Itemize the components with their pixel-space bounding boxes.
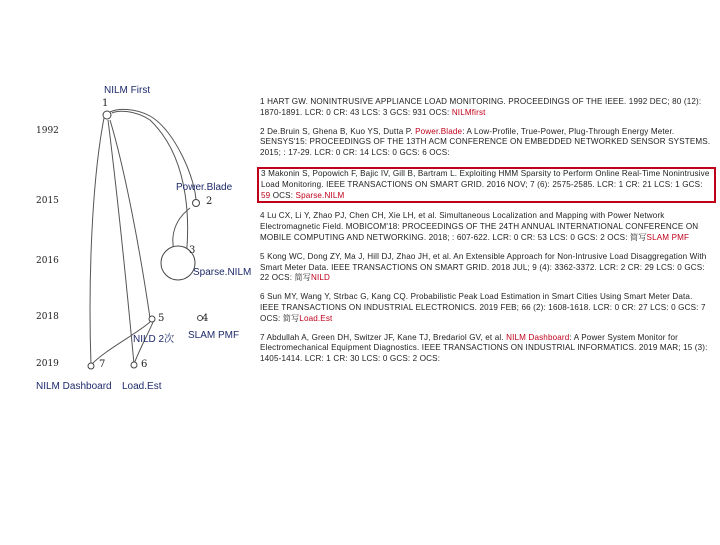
- node-5[interactable]: [149, 316, 155, 322]
- ref-text: Kong WC, Dong ZY, Ma J, Hill DJ, Zhao JH, et al. An Extensible Approach for Non-Intrusive Load Disaggregation With Smart Meter Data. IEEE TRANSACTIONS ON SMART GRID. 2018 JUL; 9 (4): 3362-3372. LCR: 2 CR: 29 LCS: 0 GCS: 22 OCS:: [260, 251, 707, 283]
- graph-title: NILM First: [104, 85, 151, 96]
- ref-text: : A Power System Monitor for Electromechanical Equipment Diagnostics. IEEE TRANSACTIONS ON INDUSTRIAL INFORMATICS. 2019 MAR; 15 (3): 1405-1414. LCR: 1 CR: 30 LCS: 0 GCS: 2 OCS:: [260, 332, 708, 364]
- ref-text: Lu CX, Li Y, Zhao PJ, Chen CH, Xie LH, et al. Simultaneous Localization and Mapping with Power Network Electromagnetic Field. MOBICOM'18: PROCEEDINGS OF THE 24TH ANNUAL INTERNATIONAL CONFERENCE ON MOBILE COMPUTING AND NETWORKING. 2018; : 607-622. LCR: 0 CR: 53 LCS: 0 GCS: 2 OCS:: [260, 211, 699, 242]
- ref-prefix: 简写: [282, 313, 300, 323]
- ref-tag: Load.Est: [299, 313, 333, 323]
- ref-tag: NILD: [311, 273, 331, 283]
- ref-number: 2: [260, 126, 265, 136]
- citation-graph: [0, 0, 260, 540]
- year-label: 2016: [36, 256, 59, 266]
- year-label: 2018: [36, 312, 59, 322]
- node-1-number: 1: [102, 98, 109, 109]
- node-2[interactable]: [193, 200, 200, 207]
- reference-item[interactable]: [260, 97, 712, 119]
- reference-item[interactable]: [260, 211, 712, 243]
- edge-7-1: [90, 118, 104, 365]
- ref-text: Makonin S, Popowich F, Bajic IV, Gill B, Bartram L. Exploiting HMM Sparsity to Perform Online Real-Time Nonintrusive Load Monitoring. IEEE TRANSACTIONS ON SMART GRID. 2016 NOV; 7 (6): 2575-2585. LCR: 1 CR: 21 LCS: 1 GCS:: [261, 168, 710, 189]
- reference-item[interactable]: [260, 292, 712, 324]
- node-6-number: 6: [141, 359, 148, 370]
- node-3-label: Sparse.NILM: [193, 267, 252, 278]
- ref-text: : A Low-Profile, True-Power, Plug-Through Energy Meter. SENSYS'15: PROCEEDINGS OF THE 13TH ACM CONFERENCE ON EMBEDDED NETWORKED SENSOR SYSTEMS. 2015; : 17-29. LCR: 0 CR: 14 LCS: 0 GCS: 6 OCS:: [260, 126, 711, 158]
- year-label: 2015: [36, 196, 59, 206]
- node-3-number: 3: [189, 245, 196, 256]
- reference-list: [260, 97, 712, 373]
- ref-highlight: NILM Dashboard: [506, 332, 570, 342]
- ref-authors: Abdullah A, Green DH, Switzer JF, Kane TJ, Bredariol GV, et al.: [266, 332, 504, 342]
- edge-5-1: [110, 120, 150, 318]
- reference-item[interactable]: [260, 127, 712, 159]
- node-6[interactable]: [131, 362, 137, 368]
- ref-text: HART GW. NONINTRUSIVE APPLIANCE LOAD MONITORING. PROCEEDINGS OF THE IEEE. 1992 DEC; 80 (12): 1870-1891. LCR: 0 CR: 43 LCS: 3 GCS: 931 OCS:: [260, 97, 702, 117]
- node-7[interactable]: [88, 363, 94, 369]
- ref-tag: Sparse.NILM: [295, 190, 345, 200]
- ref-number: 7: [260, 332, 265, 342]
- node-7-label: NILM Dashboard: [36, 381, 112, 392]
- ref-tag: SLAM PMF: [646, 232, 690, 242]
- year-label: 2019: [36, 359, 59, 369]
- ref-number: 5: [260, 251, 265, 261]
- ref-number: 1: [260, 97, 265, 106]
- node-7-number: 7: [99, 359, 106, 370]
- ref-authors: De.Bruin S, Ghena B, Kuo YS, Dutta P.: [267, 126, 413, 136]
- ref-tag: NILMfirst: [451, 107, 486, 117]
- node-2-number: 2: [206, 196, 213, 207]
- ref-prefix: 简写: [294, 273, 311, 283]
- ref-number: 3: [261, 168, 266, 178]
- ref-highlight: Power.Blade: [415, 126, 463, 136]
- year-label: 1992: [36, 126, 59, 136]
- ref-gcs: 59: [261, 190, 271, 200]
- node-5-number: 5: [158, 313, 165, 324]
- ref-prefix: 简写: [630, 232, 647, 242]
- ref-number: 6: [260, 292, 265, 302]
- node-1[interactable]: [103, 111, 111, 119]
- node-6-label: Load.Est: [122, 381, 162, 392]
- node-5-label: NILD 2次: [133, 334, 175, 345]
- node-4-label: SLAM PMF: [188, 330, 240, 341]
- node-4-number: 4: [202, 313, 209, 324]
- ref-text: Sun MY, Wang Y, Strbac G, Kang CQ. Probabilistic Peak Load Estimation in Smart Cities Using Smart Meter Data. IEEE TRANSACTIONS ON INDUSTRIAL ELECTRONICS. 2019 FEB; 66 (2): 1608-1618. LCR: 0 CR: 27 LCS: 0 GCS: 7 OCS:: [260, 292, 706, 323]
- edge-6-1: [108, 120, 134, 364]
- reference-item[interactable]: [260, 333, 712, 365]
- reference-item-selected[interactable]: [257, 167, 716, 203]
- ref-ocs: OCS:: [272, 190, 294, 200]
- reference-item[interactable]: [260, 252, 712, 284]
- ref-number: 4: [260, 211, 265, 221]
- node-2-label: Power.Blade: [176, 182, 233, 193]
